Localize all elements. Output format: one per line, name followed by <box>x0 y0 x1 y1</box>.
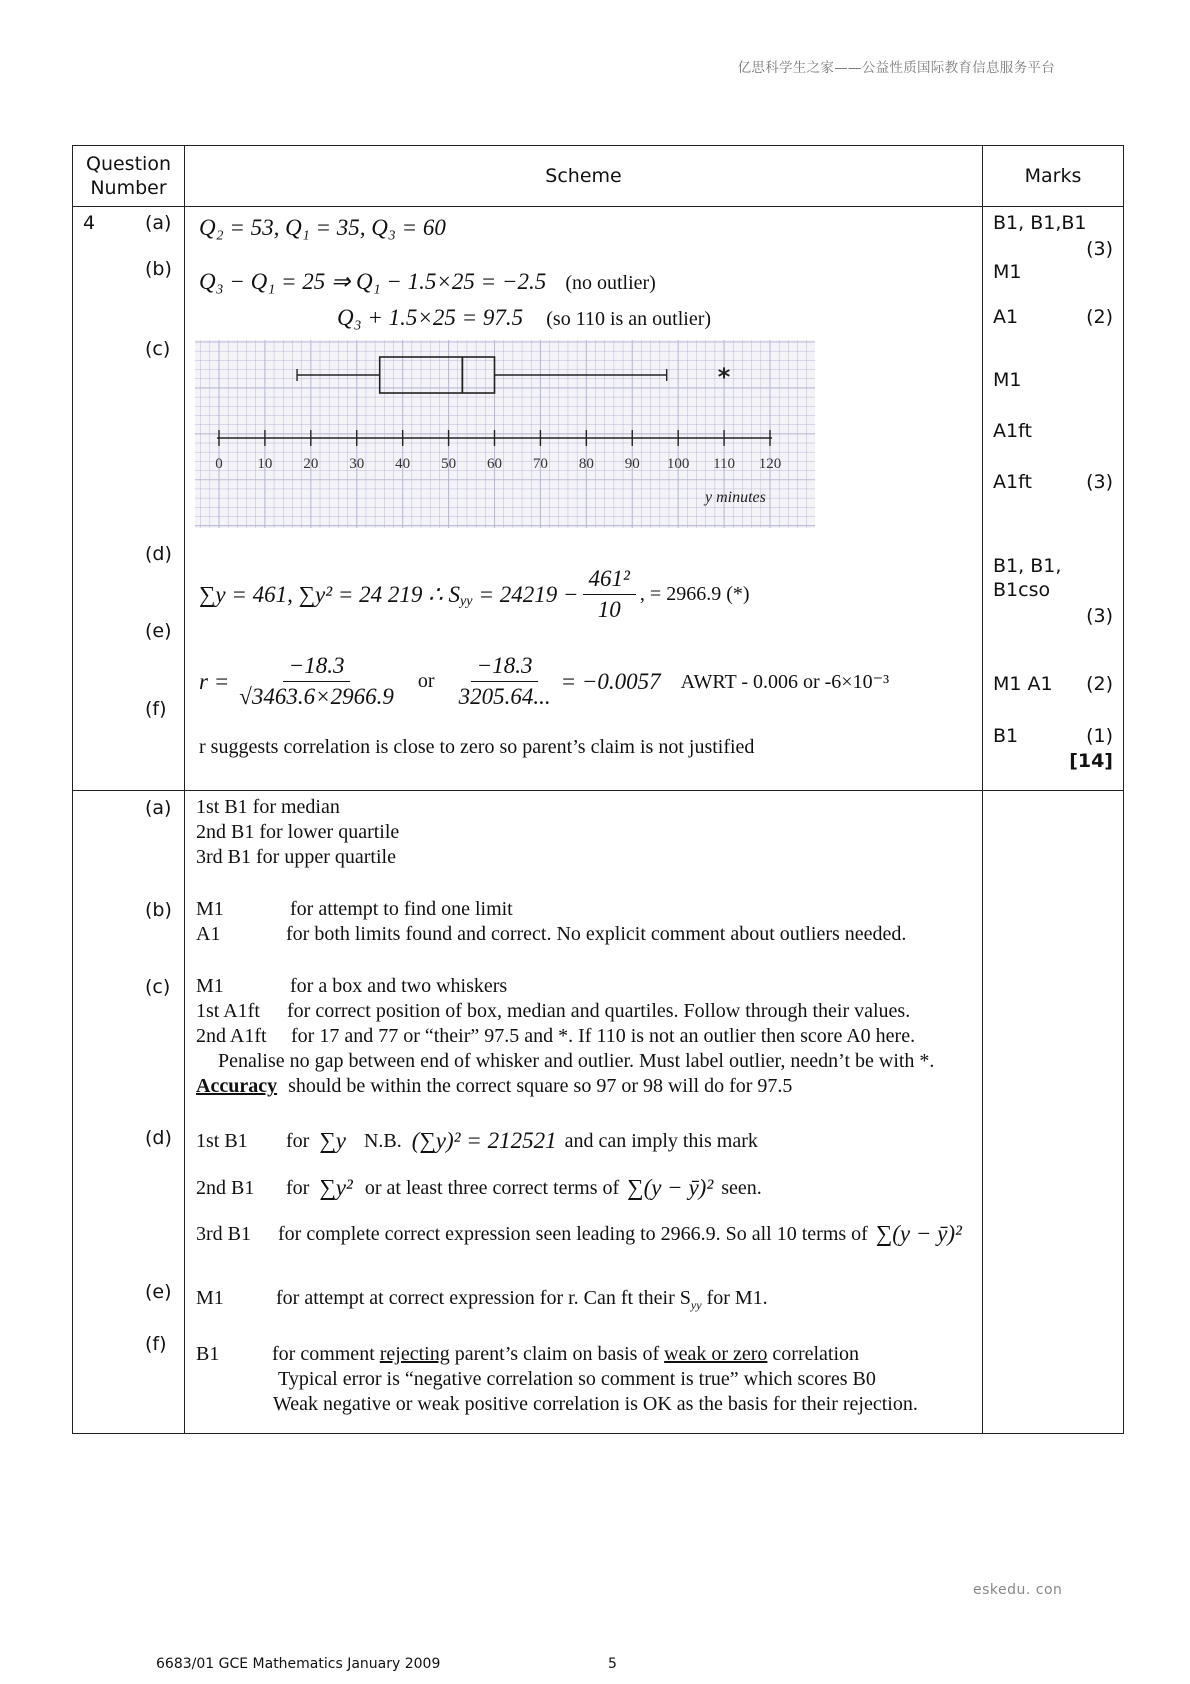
note-d2-code: 2nd B1 <box>196 1176 255 1199</box>
note-c5 <box>196 1075 792 1098</box>
note-d2-for: for <box>286 1176 310 1199</box>
note-e <box>196 1287 768 1313</box>
x-tick-label: 110 <box>713 456 736 472</box>
answer-b-line2 <box>337 305 711 331</box>
answer-e-result: = −0.0057 <box>560 668 661 694</box>
marks-column <box>983 207 1123 790</box>
note-f2: Typical error is “negative correlation so comment is true” which scores B0 <box>278 1368 876 1390</box>
part-e-label: (e) <box>145 620 172 642</box>
notes-part-e-label: (e) <box>145 1281 172 1303</box>
answer-d-denominator: 10 <box>597 597 621 622</box>
answer-a: Q₂ = 53, Q₁ = 35, Q₃ = 60 <box>199 215 446 240</box>
note-d3-code: 3rd B1 <box>196 1222 251 1245</box>
note-f-code: B1 <box>196 1343 220 1365</box>
notes-part-b-label: (b) <box>145 899 172 921</box>
note-f-end: correlation <box>767 1343 860 1365</box>
answer-d <box>199 564 750 625</box>
note-e-end: for M1. <box>706 1287 768 1309</box>
note-e-subscript: yy <box>690 1298 702 1312</box>
note-d2-sum: ∑y² <box>319 1175 353 1200</box>
note-f-rejecting: rejecting <box>379 1343 450 1365</box>
note-d2-text: or at least three correct terms of <box>364 1176 620 1199</box>
note-c4-text: Penalise no gap between end of whisker and outlier. Must label outlier, needn’t be with *. <box>218 1050 935 1072</box>
answer-b-line1 <box>199 269 656 295</box>
answer-b-line1-note: (no outlier) <box>565 272 656 294</box>
note-d3 <box>196 1221 962 1247</box>
part-b-label: (b) <box>145 258 172 280</box>
answer-e-fraction1 <box>233 651 400 712</box>
answer-e-num1: −18.3 <box>283 651 351 682</box>
answer-d-fraction <box>583 564 636 625</box>
answer-d-subscript: yy <box>460 593 473 609</box>
marks-e-total: (2) <box>1086 673 1113 695</box>
table-header-row <box>73 146 1123 207</box>
marks-c-total: (3) <box>1086 471 1113 493</box>
note-d3-text: for complete correct expression seen leading to 2966.9. So all 10 terms of <box>278 1222 868 1245</box>
answer-e-fraction2 <box>453 651 557 712</box>
x-tick-label: 40 <box>395 456 411 472</box>
note-d2 <box>196 1175 762 1201</box>
note-b1-text: for attempt to find one limit <box>290 898 513 920</box>
x-axis-label: y minutes <box>705 489 766 506</box>
header-site-title: 亿思科学生之家——公益性质国际教育信息服务平台 <box>737 60 1055 76</box>
note-c5-accuracy: Accuracy <box>196 1075 278 1097</box>
marks-a-total: (3) <box>1086 238 1113 260</box>
part-a-label: (a) <box>145 212 172 234</box>
notes-column <box>185 791 983 1433</box>
notes-marks-column <box>983 791 1123 1433</box>
x-tick-label: 30 <box>349 456 365 472</box>
answer-f: r suggests correlation is close to zero so parent’s claim is not justified <box>199 736 755 758</box>
marks-d2: B1cso <box>993 579 1051 601</box>
note-d3-expr: ∑(y − ȳ)² <box>875 1221 962 1246</box>
x-tick-label: 20 <box>303 456 319 472</box>
marks-d-total: (3) <box>1086 605 1113 627</box>
marks-f-total: (1) <box>1086 725 1113 747</box>
question-header-line2: Number <box>90 177 167 199</box>
note-b2-code: A1 <box>196 923 221 945</box>
part-c-label: (c) <box>145 338 171 360</box>
x-tick-label: 100 <box>666 456 690 472</box>
note-a1: 1st B1 for median <box>196 796 340 818</box>
note-f3: Weak negative or weak positive correlation is OK as the basis for their rejection. <box>273 1393 918 1415</box>
footer-exam-title: 6683/01 GCE Mathematics January 2009 <box>156 1656 441 1672</box>
note-e-code: M1 <box>196 1287 224 1309</box>
note-d1-code: 1st B1 <box>196 1129 248 1152</box>
note-d2-expr: ∑(y − ȳ)² <box>627 1175 714 1200</box>
marks-c1: M1 <box>993 369 1022 391</box>
answer-e-den2: 3205.64... <box>458 684 551 709</box>
answer-d-sums: ∑y = 461, ∑y² = 24 219 ∴ S <box>199 581 461 607</box>
note-d1-expr: (∑y)² = 212521 <box>411 1128 557 1153</box>
answer-e-or: or <box>417 670 435 692</box>
notes-row <box>73 791 1123 1433</box>
answer-e-num2: −18.3 <box>471 651 539 682</box>
marks-f: B1 <box>993 725 1019 747</box>
marks-b1: M1 <box>993 261 1022 283</box>
x-tick-label: 10 <box>257 456 273 472</box>
x-tick-label: 90 <box>624 456 640 472</box>
marks-d1: B1, B1, <box>993 555 1062 577</box>
note-b1-code: M1 <box>196 898 224 920</box>
note-c1-code: M1 <box>196 975 224 997</box>
x-tick-label: 50 <box>441 456 457 472</box>
marks-header: Marks <box>1024 165 1082 187</box>
answer-e-den1: √3463.6×2966.9 <box>239 684 394 709</box>
answer-d-result: , = 2966.9 (*) <box>639 583 750 605</box>
note-a2: 2nd B1 for lower quartile <box>196 821 400 843</box>
notes-part-d-label: (d) <box>145 1127 172 1149</box>
notes-parts-column <box>73 791 185 1433</box>
marks-e: M1 A1 <box>993 673 1053 695</box>
x-tick-label: 120 <box>758 456 782 472</box>
answer-e <box>199 651 889 712</box>
note-f-mid: parent’s claim on basis of <box>449 1343 665 1365</box>
marks-b2: A1 <box>993 306 1019 328</box>
outlier-marker: * <box>717 363 731 391</box>
question-number-header <box>73 146 185 206</box>
marks-c3: A1ft <box>993 471 1032 493</box>
part-f-label: (f) <box>145 698 167 720</box>
note-f-pre: for comment <box>272 1343 380 1365</box>
note-c5-text: should be within the correct square so 97 or 98 will do for 97.5 <box>288 1075 793 1097</box>
x-tick-label: 70 <box>532 456 548 472</box>
answer-e-awrt: AWRT - 0.006 or -6×10⁻³ <box>680 671 890 693</box>
answer-b-line2-math: Q₃ + 1.5×25 = 97.5 <box>337 305 524 330</box>
answer-b-line2-note: (so 110 is an outlier) <box>546 308 712 330</box>
marks-c2: A1ft <box>993 420 1032 442</box>
note-e-text: for attempt at correct expression for r. Can ft their S <box>276 1287 691 1309</box>
question-number: 4 <box>83 212 96 234</box>
x-tick-label: 0 <box>215 456 223 472</box>
question-parts-column <box>73 207 185 790</box>
note-c3-text: for 17 and 77 or “their” 97.5 and *. If 110 is not an outlier then score A0 here. <box>291 1025 916 1047</box>
note-c1-text: for a box and two whiskers <box>290 975 508 997</box>
marks-a: B1, B1,B1 <box>993 212 1087 234</box>
footer-site: eskedu. con <box>973 1582 1063 1598</box>
note-d1-for: for <box>286 1129 310 1152</box>
note-d1-nb: N.B. <box>363 1129 402 1152</box>
notes-part-a-label: (a) <box>145 797 172 819</box>
answer-d-numerator: 461² <box>583 564 636 595</box>
answer-d-equals: = 24219 − <box>478 581 579 607</box>
notes-part-c-label: (c) <box>145 976 171 998</box>
note-c2-text: for correct position of box, median and quartiles. Follow through their values. <box>287 1000 911 1022</box>
note-d2-end: seen. <box>721 1176 762 1199</box>
note-c2-code: 1st A1ft <box>196 1000 260 1022</box>
notes-part-f-label: (f) <box>145 1333 167 1355</box>
answer-e-r: r = <box>199 668 230 694</box>
note-f-weak-or-zero: weak or zero <box>664 1343 768 1365</box>
scheme-header: Scheme <box>185 146 983 206</box>
note-d1 <box>196 1128 758 1154</box>
mark-scheme-table <box>72 145 1124 1434</box>
x-tick-label: 80 <box>578 456 594 472</box>
note-c3-code: 2nd A1ft <box>196 1025 267 1047</box>
x-tick-label: 60 <box>487 456 502 472</box>
note-d1-sum: ∑y <box>319 1128 346 1153</box>
part-d-label: (d) <box>145 543 172 565</box>
marks-b-total: (2) <box>1086 306 1113 328</box>
question-header-line1: Question <box>86 153 171 175</box>
answer-b-line1-math: Q₃ − Q₁ = 25 ⇒ Q₁ − 1.5×25 = −2.5 <box>199 269 547 294</box>
boxplot-chart <box>195 340 815 528</box>
note-a3: 3rd B1 for upper quartile <box>196 846 396 868</box>
note-b2-text: for both limits found and correct. No explicit comment about outliers needed. <box>286 923 907 945</box>
footer-page-number: 5 <box>608 1656 617 1672</box>
note-f1 <box>196 1343 859 1366</box>
marks-grand-total: [14] <box>1069 750 1113 772</box>
note-d1-text: and can imply this mark <box>564 1129 758 1152</box>
